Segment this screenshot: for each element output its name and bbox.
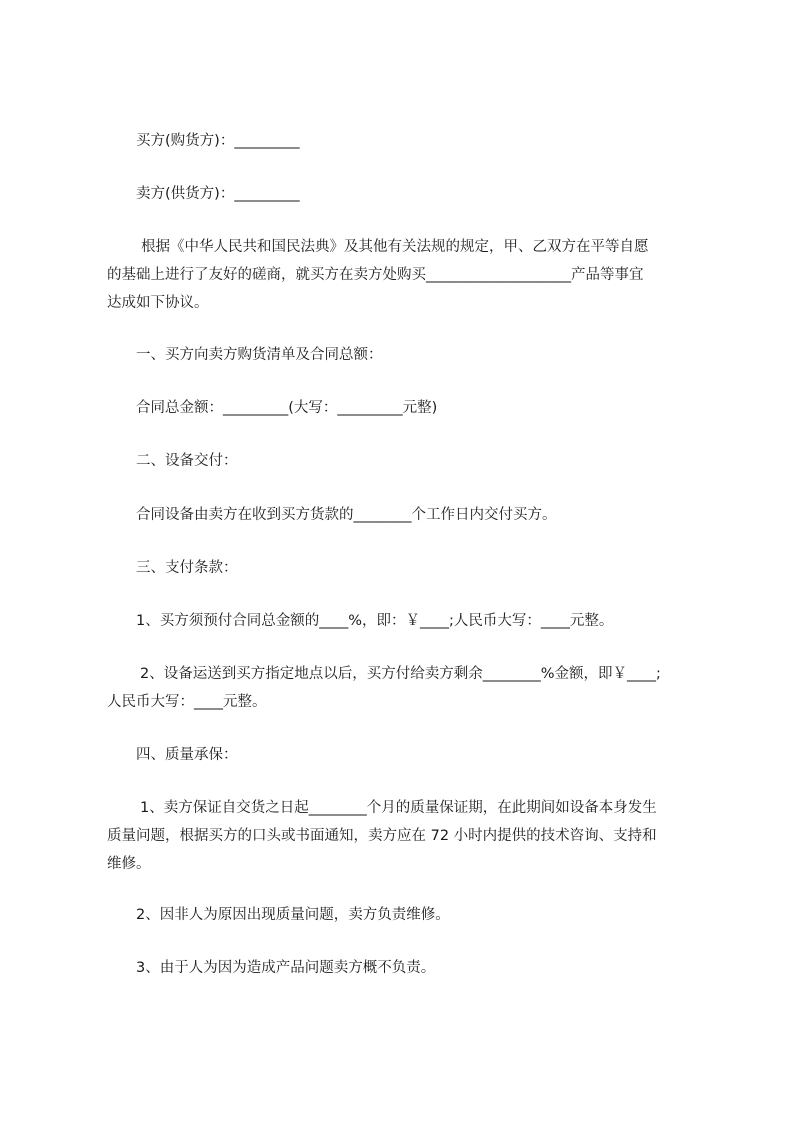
quality-1-line-3: 维修。 <box>107 856 151 872</box>
quality-3-line: 3、由于人为因为造成产品问题卖方概不负责。 <box>136 960 436 976</box>
payment-1-line: 1、买方须预付合同总金额的____%，即：￥____;人民币大写：____元整。 <box>136 613 614 629</box>
quality-2-line: 2、因非人为原因出现质量问题，卖方负责维修。 <box>136 907 450 923</box>
delivery-line: 合同设备由卖方在收到买方货款的________个工作日内交付买方。 <box>136 507 557 523</box>
section-2-title: 二、设备交付： <box>136 453 238 469</box>
intro-line-3: 达成如下协议。 <box>107 295 209 311</box>
section-1-title: 一、买方向卖方购货清单及合同总额： <box>136 347 383 363</box>
total-amount-line: 合同总金额：_________(大写：_________元整) <box>136 400 438 416</box>
quality-1-line-2: 质量问题，根据买方的口头或书面通知，卖方应在 72 小时内提供的技术咨询、支持和 <box>107 828 657 844</box>
section-3-title: 三、支付条款： <box>136 560 238 576</box>
payment-2-line-2: 人民币大写：____元整。 <box>107 694 267 710</box>
intro-line-2: 的基础上进行了友好的磋商，就买方在卖方处购买____________________产品等事宜 <box>107 267 644 283</box>
intro-line-1: 根据《中华人民共和国民法典》及其他有关法规的规定，甲、乙双方在平等自愿 <box>141 239 649 255</box>
seller-line: 卖方(供货方)：_________ <box>136 186 300 202</box>
buyer-line: 买方(购货方)：_________ <box>136 133 300 149</box>
quality-1-line-1: 1、卖方保证自交货之日起________个月的质量保证期，在此期间如设备本身发生 <box>140 800 657 816</box>
section-4-title: 四、质量承保： <box>136 747 238 763</box>
payment-2-line-1: 2、设备运送到买方指定地点以后，买方付给卖方剩余________%金额，即￥____; <box>140 666 661 682</box>
